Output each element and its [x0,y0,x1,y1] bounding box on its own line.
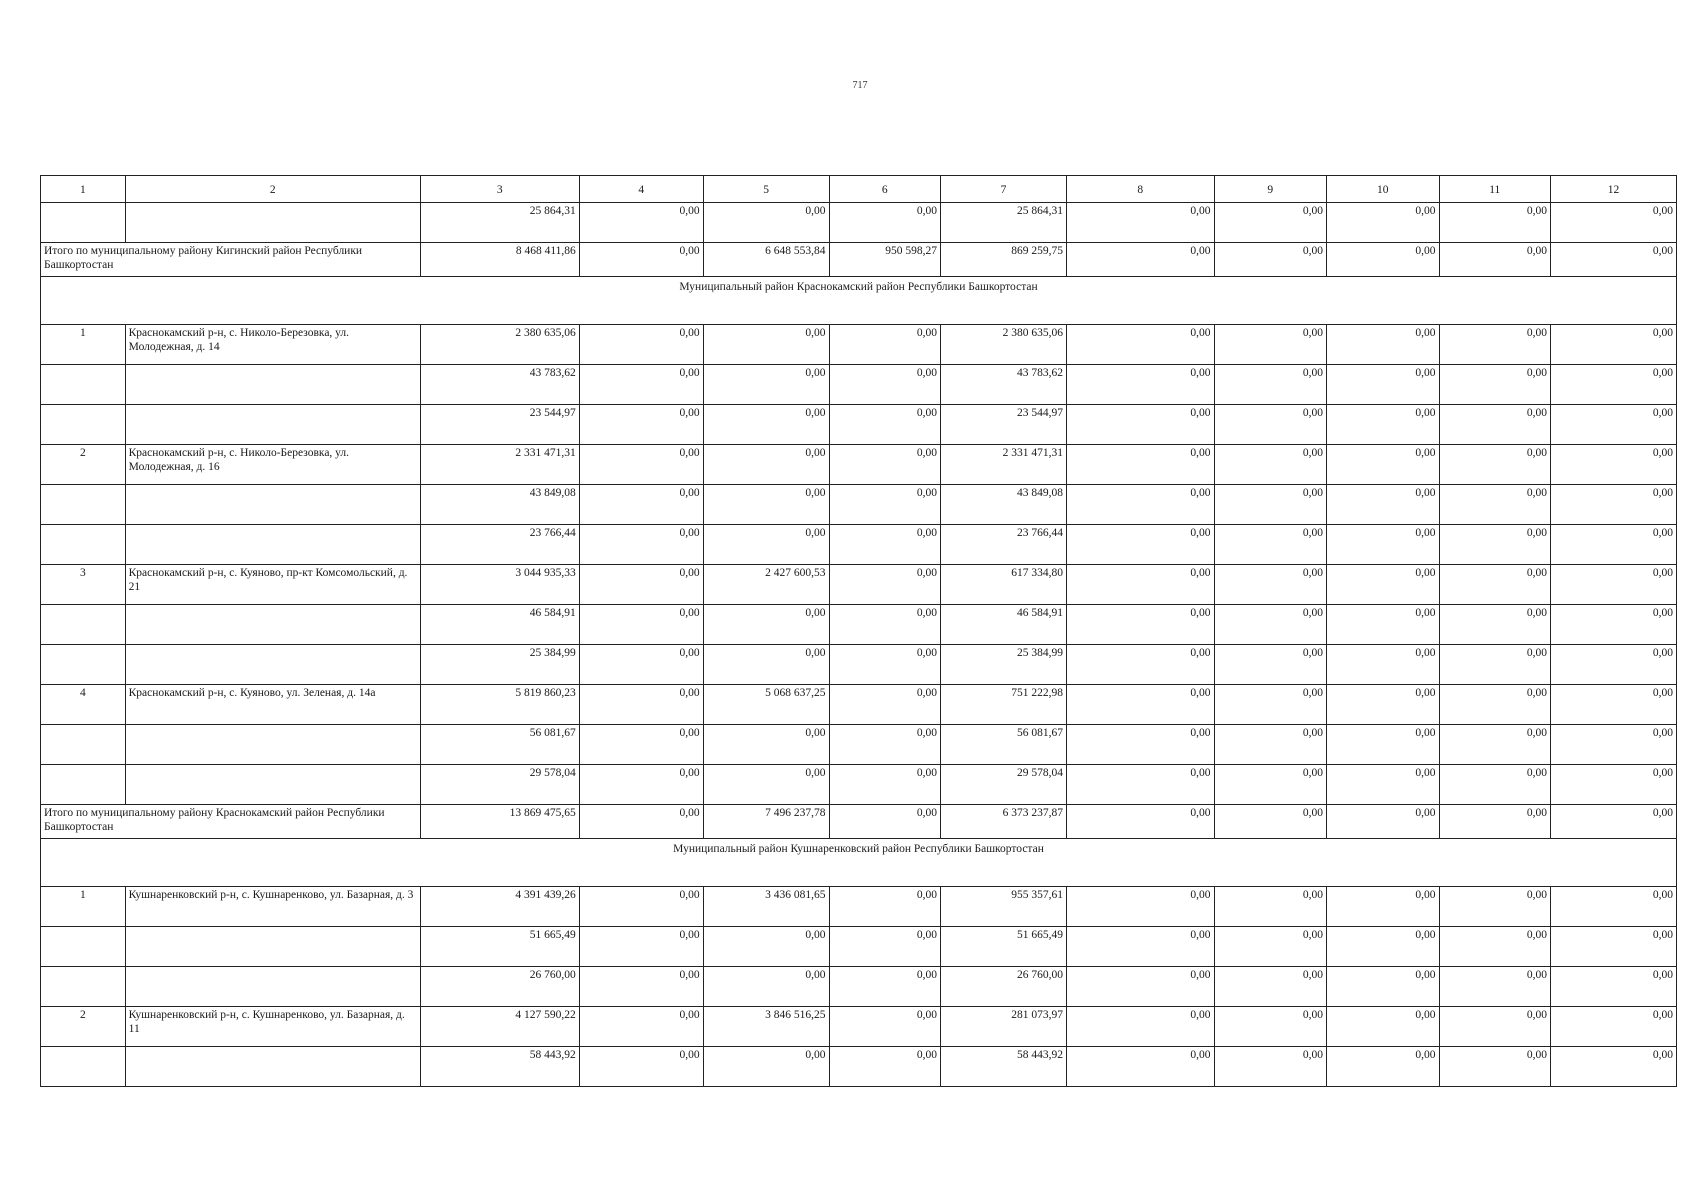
value-cell: 0,00 [1439,525,1550,565]
value-cell: 617 334,80 [941,565,1067,605]
column-header: 1 [41,176,126,203]
value-cell: 0,00 [579,565,703,605]
total-value-cell: 0,00 [1327,243,1440,277]
table-row [41,685,1677,725]
value-cell: 0,00 [703,1047,829,1087]
value-cell: 0,00 [1551,365,1677,405]
value-cell: 0,00 [1551,765,1677,805]
row-index-cell [41,203,126,243]
total-value-cell: 6 648 553,84 [703,243,829,277]
value-cell: 3 044 935,33 [420,565,579,605]
row-index-cell [41,967,126,1007]
value-cell: 0,00 [1214,565,1327,605]
total-row [41,805,1677,839]
value-cell: 43 783,62 [941,365,1067,405]
value-cell: 0,00 [1214,645,1327,685]
value-cell: 0,00 [579,325,703,365]
value-cell: 0,00 [1327,645,1440,685]
value-cell: 0,00 [579,725,703,765]
value-cell: 0,00 [1066,765,1214,805]
value-cell: 0,00 [829,203,940,243]
row-index-cell [41,765,126,805]
value-cell: 0,00 [1214,405,1327,445]
value-cell: 51 665,49 [941,927,1067,967]
value-cell: 0,00 [1066,1007,1214,1047]
total-value-cell: 8 468 411,86 [420,243,579,277]
value-cell: 0,00 [703,525,829,565]
value-cell: 0,00 [1551,967,1677,1007]
value-cell: 0,00 [703,325,829,365]
value-cell: 0,00 [1066,405,1214,445]
column-header: 2 [125,176,420,203]
value-cell: 0,00 [1214,445,1327,485]
value-cell: 0,00 [579,405,703,445]
value-cell: 2 380 635,06 [941,325,1067,365]
value-cell: 0,00 [1214,725,1327,765]
value-cell: 0,00 [829,887,940,927]
value-cell: 2 427 600,53 [703,565,829,605]
value-cell: 0,00 [579,685,703,725]
column-header: 9 [1214,176,1327,203]
address-cell [125,927,420,967]
value-cell: 0,00 [1066,445,1214,485]
value-cell: 0,00 [1066,967,1214,1007]
value-cell: 0,00 [1439,485,1550,525]
row-index-cell [41,485,126,525]
value-cell: 0,00 [1439,203,1550,243]
value-cell: 0,00 [1327,1007,1440,1047]
value-cell: 29 578,04 [941,765,1067,805]
total-value-cell: 0,00 [1551,805,1677,839]
value-cell: 0,00 [829,1007,940,1047]
address-cell [125,485,420,525]
value-cell: 0,00 [1439,725,1550,765]
value-cell: 0,00 [579,1047,703,1087]
value-cell: 0,00 [829,927,940,967]
value-cell: 43 849,08 [941,485,1067,525]
value-cell: 0,00 [1551,325,1677,365]
table-row [41,725,1677,765]
address-cell [125,725,420,765]
value-cell: 3 846 516,25 [703,1007,829,1047]
value-cell: 0,00 [1066,565,1214,605]
total-value-cell: 0,00 [579,805,703,839]
value-cell: 0,00 [1327,405,1440,445]
value-cell: 0,00 [1066,887,1214,927]
value-cell: 58 443,92 [420,1047,579,1087]
table-row [41,565,1677,605]
address-cell [125,605,420,645]
total-value-cell: 950 598,27 [829,243,940,277]
address-cell: Краснокамский р-н, с. Куяново, ул. Зеленая, д. 14а [125,685,420,725]
address-cell: Кушнаренковский р-н, с. Кушнаренково, ул. Базарная, д. 3 [125,887,420,927]
row-index-cell [41,725,126,765]
row-index-cell: 2 [41,1007,126,1047]
value-cell: 0,00 [1439,685,1550,725]
value-cell: 0,00 [1439,325,1550,365]
table-row [41,645,1677,685]
column-header: 6 [829,176,940,203]
table-row [41,1007,1677,1047]
value-cell: 0,00 [579,525,703,565]
value-cell: 23 766,44 [420,525,579,565]
value-cell: 0,00 [1214,605,1327,645]
value-cell: 0,00 [1066,485,1214,525]
value-cell: 0,00 [1327,365,1440,405]
section-title: Муниципальный район Кушнаренковский район Республики Башкортостан [41,839,1677,887]
value-cell: 0,00 [1214,325,1327,365]
value-cell: 4 391 439,26 [420,887,579,927]
address-cell [125,1047,420,1087]
value-cell: 0,00 [579,445,703,485]
value-cell: 43 783,62 [420,365,579,405]
value-cell: 0,00 [1551,685,1677,725]
value-cell: 0,00 [829,725,940,765]
value-cell: 2 331 471,31 [941,445,1067,485]
value-cell: 0,00 [1439,645,1550,685]
row-index-cell [41,645,126,685]
value-cell: 0,00 [1327,605,1440,645]
value-cell: 0,00 [1214,967,1327,1007]
value-cell: 2 331 471,31 [420,445,579,485]
value-cell: 0,00 [1551,565,1677,605]
value-cell: 0,00 [829,685,940,725]
table-row [41,765,1677,805]
value-cell: 46 584,91 [941,605,1067,645]
value-cell: 23 544,97 [420,405,579,445]
value-cell: 23 766,44 [941,525,1067,565]
value-cell: 0,00 [1214,203,1327,243]
value-cell: 0,00 [579,765,703,805]
value-cell: 0,00 [1214,927,1327,967]
value-cell: 0,00 [1551,725,1677,765]
value-cell: 0,00 [1439,565,1550,605]
total-value-cell: 0,00 [1439,805,1550,839]
table-row [41,1047,1677,1087]
column-header: 10 [1327,176,1440,203]
row-index-cell [41,405,126,445]
total-row [41,243,1677,277]
value-cell: 0,00 [829,365,940,405]
value-cell: 0,00 [1327,485,1440,525]
address-cell: Кушнаренковский р-н, с. Кушнаренково, ул. Базарная, д. 11 [125,1007,420,1047]
value-cell: 0,00 [703,645,829,685]
value-cell: 0,00 [1551,927,1677,967]
value-cell: 0,00 [703,405,829,445]
value-cell: 751 222,98 [941,685,1067,725]
value-cell: 0,00 [1551,203,1677,243]
value-cell: 0,00 [1551,1047,1677,1087]
address-cell: Краснокамский р-н, с. Куяново, пр-кт Комсомольский, д. 21 [125,565,420,605]
value-cell: 0,00 [1439,1047,1550,1087]
value-cell: 0,00 [579,887,703,927]
value-cell: 0,00 [829,405,940,445]
value-cell: 26 760,00 [941,967,1067,1007]
total-value-cell: 0,00 [1551,243,1677,277]
total-value-cell: 0,00 [1214,805,1327,839]
value-cell: 0,00 [829,1047,940,1087]
value-cell: 0,00 [1066,927,1214,967]
value-cell: 0,00 [703,967,829,1007]
value-cell: 0,00 [1214,1047,1327,1087]
total-value-cell: 0,00 [1066,243,1214,277]
value-cell: 0,00 [1439,445,1550,485]
address-cell: Краснокамский р-н, с. Николо-Березовка, ул. Молодежная, д. 14 [125,325,420,365]
value-cell: 0,00 [703,765,829,805]
total-value-cell: 7 496 237,78 [703,805,829,839]
value-cell: 0,00 [829,485,940,525]
total-value-cell: 13 869 475,65 [420,805,579,839]
table-row [41,325,1677,365]
value-cell: 0,00 [1214,485,1327,525]
value-cell: 0,00 [1066,365,1214,405]
value-cell: 0,00 [1327,725,1440,765]
value-cell: 0,00 [829,605,940,645]
value-cell: 0,00 [829,765,940,805]
address-cell [125,203,420,243]
value-cell: 0,00 [703,203,829,243]
total-value-cell: 869 259,75 [941,243,1067,277]
value-cell: 0,00 [829,565,940,605]
value-cell: 0,00 [1551,525,1677,565]
value-cell: 0,00 [1551,445,1677,485]
value-cell: 0,00 [579,605,703,645]
value-cell: 0,00 [1327,525,1440,565]
address-cell [125,405,420,445]
table-row [41,525,1677,565]
table-row [41,605,1677,645]
value-cell: 0,00 [1327,765,1440,805]
value-cell: 0,00 [579,203,703,243]
value-cell: 25 864,31 [420,203,579,243]
value-cell: 0,00 [579,1007,703,1047]
value-cell: 0,00 [1327,445,1440,485]
value-cell: 51 665,49 [420,927,579,967]
value-cell: 0,00 [1327,967,1440,1007]
value-cell: 955 357,61 [941,887,1067,927]
column-header: 11 [1439,176,1550,203]
row-index-cell [41,1047,126,1087]
total-label: Итого по муниципальному району Краснокамский район Республики Башкортостан [41,805,421,839]
value-cell: 0,00 [703,365,829,405]
column-header: 4 [579,176,703,203]
value-cell: 29 578,04 [420,765,579,805]
value-cell: 0,00 [1066,203,1214,243]
total-label: Итого по муниципальному району Кигинский район Республики Башкортостан [41,243,421,277]
row-index-cell: 1 [41,887,126,927]
value-cell: 0,00 [703,445,829,485]
table-row [41,365,1677,405]
value-cell: 0,00 [1066,325,1214,365]
value-cell: 0,00 [703,725,829,765]
address-cell [125,967,420,1007]
row-index-cell [41,927,126,967]
value-cell: 25 864,31 [941,203,1067,243]
value-cell: 56 081,67 [420,725,579,765]
table-row [41,445,1677,485]
table-body [41,203,1677,1087]
table-row [41,203,1677,243]
table-row [41,485,1677,525]
value-cell: 0,00 [1439,405,1550,445]
value-cell: 0,00 [1439,605,1550,645]
value-cell: 2 380 635,06 [420,325,579,365]
value-cell: 0,00 [829,325,940,365]
value-cell: 0,00 [1327,565,1440,605]
value-cell: 0,00 [579,645,703,685]
value-cell: 3 436 081,65 [703,887,829,927]
value-cell: 25 384,99 [420,645,579,685]
table-row [41,967,1677,1007]
value-cell: 0,00 [1551,405,1677,445]
header-row [41,176,1677,203]
value-cell: 281 073,97 [941,1007,1067,1047]
row-index-cell: 3 [41,565,126,605]
total-value-cell: 6 373 237,87 [941,805,1067,839]
value-cell: 0,00 [1439,365,1550,405]
section-header-row [41,277,1677,325]
address-cell [125,645,420,685]
column-header: 8 [1066,176,1214,203]
row-index-cell: 1 [41,325,126,365]
value-cell: 23 544,97 [941,405,1067,445]
row-index-cell: 2 [41,445,126,485]
value-cell: 5 068 637,25 [703,685,829,725]
value-cell: 0,00 [1439,1007,1550,1047]
total-value-cell: 0,00 [579,243,703,277]
value-cell: 0,00 [1439,765,1550,805]
value-cell: 0,00 [1066,605,1214,645]
value-cell: 0,00 [1214,887,1327,927]
value-cell: 0,00 [1327,1047,1440,1087]
total-value-cell: 0,00 [829,805,940,839]
value-cell: 43 849,08 [420,485,579,525]
value-cell: 0,00 [1551,645,1677,685]
value-cell: 0,00 [1551,1007,1677,1047]
value-cell: 0,00 [703,927,829,967]
total-value-cell: 0,00 [1214,243,1327,277]
value-cell: 0,00 [579,485,703,525]
value-cell: 0,00 [1327,685,1440,725]
value-cell: 0,00 [1551,887,1677,927]
address-cell: Краснокамский р-н, с. Николо-Березовка, ул. Молодежная, д. 16 [125,445,420,485]
row-index-cell: 4 [41,685,126,725]
value-cell: 0,00 [829,967,940,1007]
column-header: 7 [941,176,1067,203]
page-number: 717 [852,80,868,91]
value-cell: 58 443,92 [941,1047,1067,1087]
value-cell: 46 584,91 [420,605,579,645]
value-cell: 0,00 [829,525,940,565]
value-cell: 5 819 860,23 [420,685,579,725]
value-cell: 0,00 [579,365,703,405]
value-cell: 25 384,99 [941,645,1067,685]
value-cell: 0,00 [1214,1007,1327,1047]
value-cell: 0,00 [829,645,940,685]
value-cell: 4 127 590,22 [420,1007,579,1047]
column-header: 3 [420,176,579,203]
value-cell: 0,00 [579,927,703,967]
table-row [41,405,1677,445]
value-cell: 0,00 [829,445,940,485]
value-cell: 26 760,00 [420,967,579,1007]
value-cell: 0,00 [579,967,703,1007]
value-cell: 0,00 [1066,685,1214,725]
row-index-cell [41,525,126,565]
value-cell: 0,00 [1551,605,1677,645]
row-index-cell [41,365,126,405]
value-cell: 0,00 [1551,485,1677,525]
value-cell: 0,00 [1327,203,1440,243]
value-cell: 0,00 [1214,525,1327,565]
value-cell: 56 081,67 [941,725,1067,765]
section-header-row [41,839,1677,887]
financial-table [40,175,1677,1087]
row-index-cell [41,605,126,645]
value-cell: 0,00 [703,605,829,645]
value-cell: 0,00 [1214,365,1327,405]
total-value-cell: 0,00 [1439,243,1550,277]
value-cell: 0,00 [1439,887,1550,927]
value-cell: 0,00 [1066,525,1214,565]
column-header: 5 [703,176,829,203]
column-header: 12 [1551,176,1677,203]
value-cell: 0,00 [703,485,829,525]
table-row [41,927,1677,967]
value-cell: 0,00 [1439,967,1550,1007]
value-cell: 0,00 [1066,1047,1214,1087]
value-cell: 0,00 [1439,927,1550,967]
value-cell: 0,00 [1327,927,1440,967]
value-cell: 0,00 [1066,645,1214,685]
value-cell: 0,00 [1214,765,1327,805]
table-row [41,887,1677,927]
address-cell [125,765,420,805]
value-cell: 0,00 [1327,887,1440,927]
value-cell: 0,00 [1214,685,1327,725]
address-cell [125,365,420,405]
section-title: Муниципальный район Краснокамский район Республики Башкортостан [41,277,1677,325]
total-value-cell: 0,00 [1327,805,1440,839]
total-value-cell: 0,00 [1066,805,1214,839]
value-cell: 0,00 [1066,725,1214,765]
address-cell [125,525,420,565]
value-cell: 0,00 [1327,325,1440,365]
